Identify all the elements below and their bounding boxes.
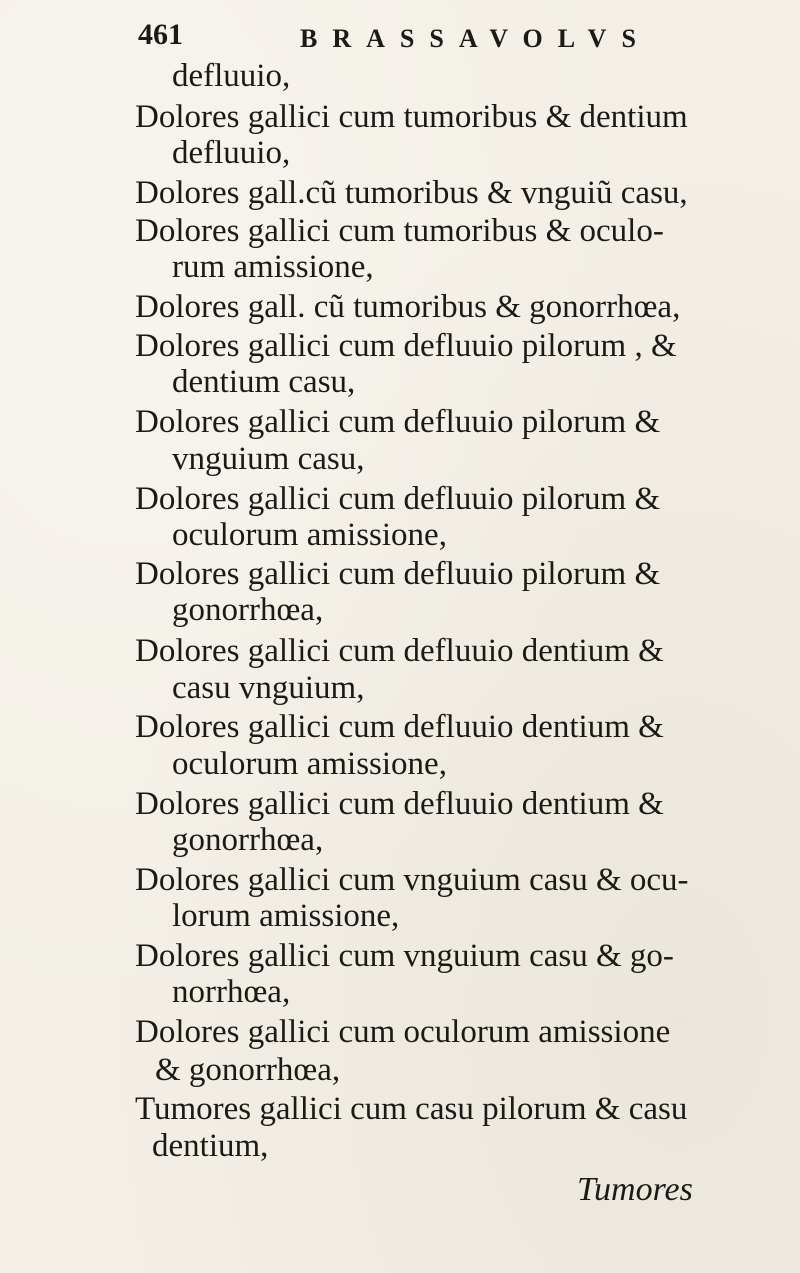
page-number: 461 [138,18,183,51]
text-line: Tumores gallici cum casu pilorum & casu [135,1091,688,1127]
text-line: casu vnguium, [172,670,365,706]
text-line: Dolores gall.cũ tumoribus & vnguiũ casu, [135,175,688,211]
text-line: rum amissione, [172,249,374,285]
text-line: defluuio, [172,135,291,171]
text-line: & gonorrhœa, [155,1052,341,1088]
text-line: Dolores gallici cum defluuio pilorum , & [135,328,677,364]
catchword: Tumores [577,1171,693,1208]
text-line: Dolores gallici cum defluuio dentium & [135,786,664,822]
text-line: Dolores gallici cum tumoribus & dentium [135,99,688,135]
text-line: dentium casu, [172,364,356,400]
text-line: Dolores gallici cum defluuio pilorum & [135,556,661,592]
text-line: vnguium casu, [172,441,365,477]
running-head [138,18,658,58]
text-line: oculorum amissione, [172,517,447,553]
text-line: oculorum amissione, [172,746,447,782]
text-line: gonorrhœa, [172,822,324,858]
text-line: Dolores gallici cum defluuio dentium & [135,709,664,745]
text-line: defluuio, [172,58,291,94]
text-line: dentium, [152,1128,269,1164]
text-line: lorum amissione, [172,898,400,934]
text-line: Dolores gall. cũ tumoribus & gonorrhœa, [135,289,681,325]
text-line: Dolores gallici cum tumoribus & oculo- [135,213,664,249]
text-line: Dolores gallici cum defluuio dentium & [135,633,664,669]
running-title: BRASSAVOLVS [300,24,651,53]
text-line: Dolores gallici cum vnguium casu & ocu- [135,862,689,898]
text-line: gonorrhœa, [172,592,324,628]
text-line: Dolores gallici cum defluuio pilorum & [135,404,661,440]
text-line: Dolores gallici cum defluuio pilorum & [135,481,661,517]
text-line: norrhœa, [172,974,291,1010]
text-line: Dolores gallici cum oculorum amissione [135,1014,671,1050]
text-line: Dolores gallici cum vnguium casu & go- [135,938,674,974]
